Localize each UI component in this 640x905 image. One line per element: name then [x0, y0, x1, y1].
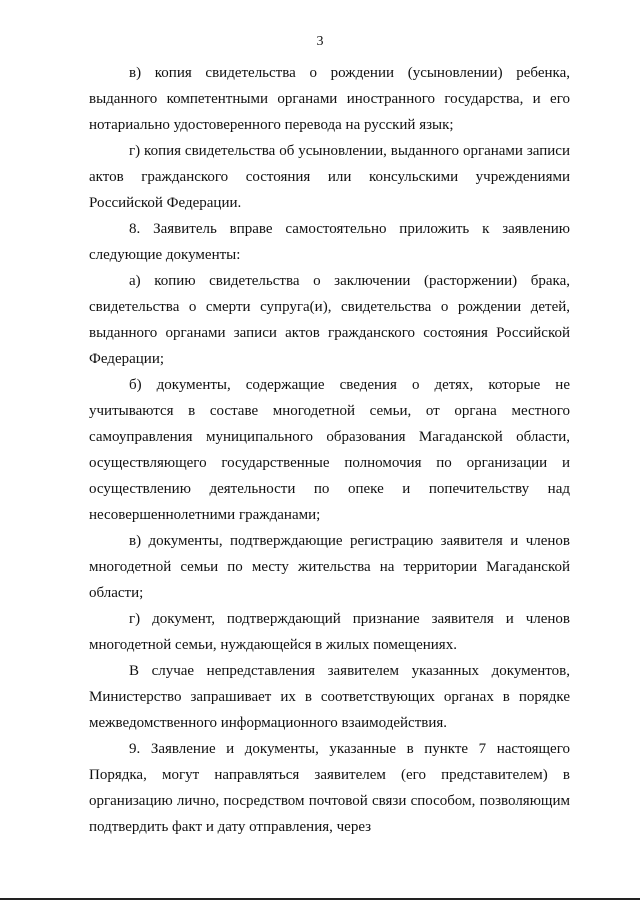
- paragraph-8g: г) документ, подтверждающий признание заявителя и членов многодетной семьи, нуждающейся в жилых помещениях.: [89, 611, 570, 653]
- document-body: [89, 60, 570, 840]
- paragraph-8b: б) документы, содержащие сведения о детях, которые не учитываются в составе многодетной семьи, от органа местного самоуправления муниципального образования Магаданской области, осуществляющего государственные полномочия по организации и осуществлению деятельности по опеке и попечительству над несовершеннолетними гражданами;: [89, 377, 570, 523]
- paragraph-8a: а) копию свидетельства о заключении (расторжении) брака, свидетельства о смерти супруга(и), свидетельства о рождении детей, выданного органами записи актов гражданского состояния Российской Федерации;: [89, 273, 570, 367]
- page-bottom-rule: [0, 898, 640, 900]
- paragraph-8: 8. Заявитель вправе самостоятельно приложить к заявлению следующие документы:: [89, 221, 570, 263]
- paragraph-8-note: В случае непредставления заявителем указанных документов, Министерство запрашивает их в соответствующих органах в порядке межведомственного информационного взаимодействия.: [89, 663, 570, 731]
- paragraph-7g: г) копия свидетельства об усыновлении, выданного органами записи актов гражданского состояния или консульскими учреждениями Российской Федерации.: [89, 143, 570, 211]
- paragraph-9: 9. Заявление и документы, указанные в пункте 7 настоящего Порядка, могут направляться заявителем (его представителем) в организацию лично, посредством почтовой связи способом, позволяющим подтвердить факт и дату отправления, через: [89, 741, 570, 835]
- paragraph-7v: в) копия свидетельства о рождении (усыновлении) ребенка, выданного компетентными органами иностранного государства, и его нотариально удостоверенного перевода на русский язык;: [89, 65, 570, 133]
- page-number: 3: [316, 34, 324, 49]
- paragraph-8v: в) документы, подтверждающие регистрацию заявителя и членов многодетной семьи по месту жительства на территории Магаданской области;: [89, 533, 570, 601]
